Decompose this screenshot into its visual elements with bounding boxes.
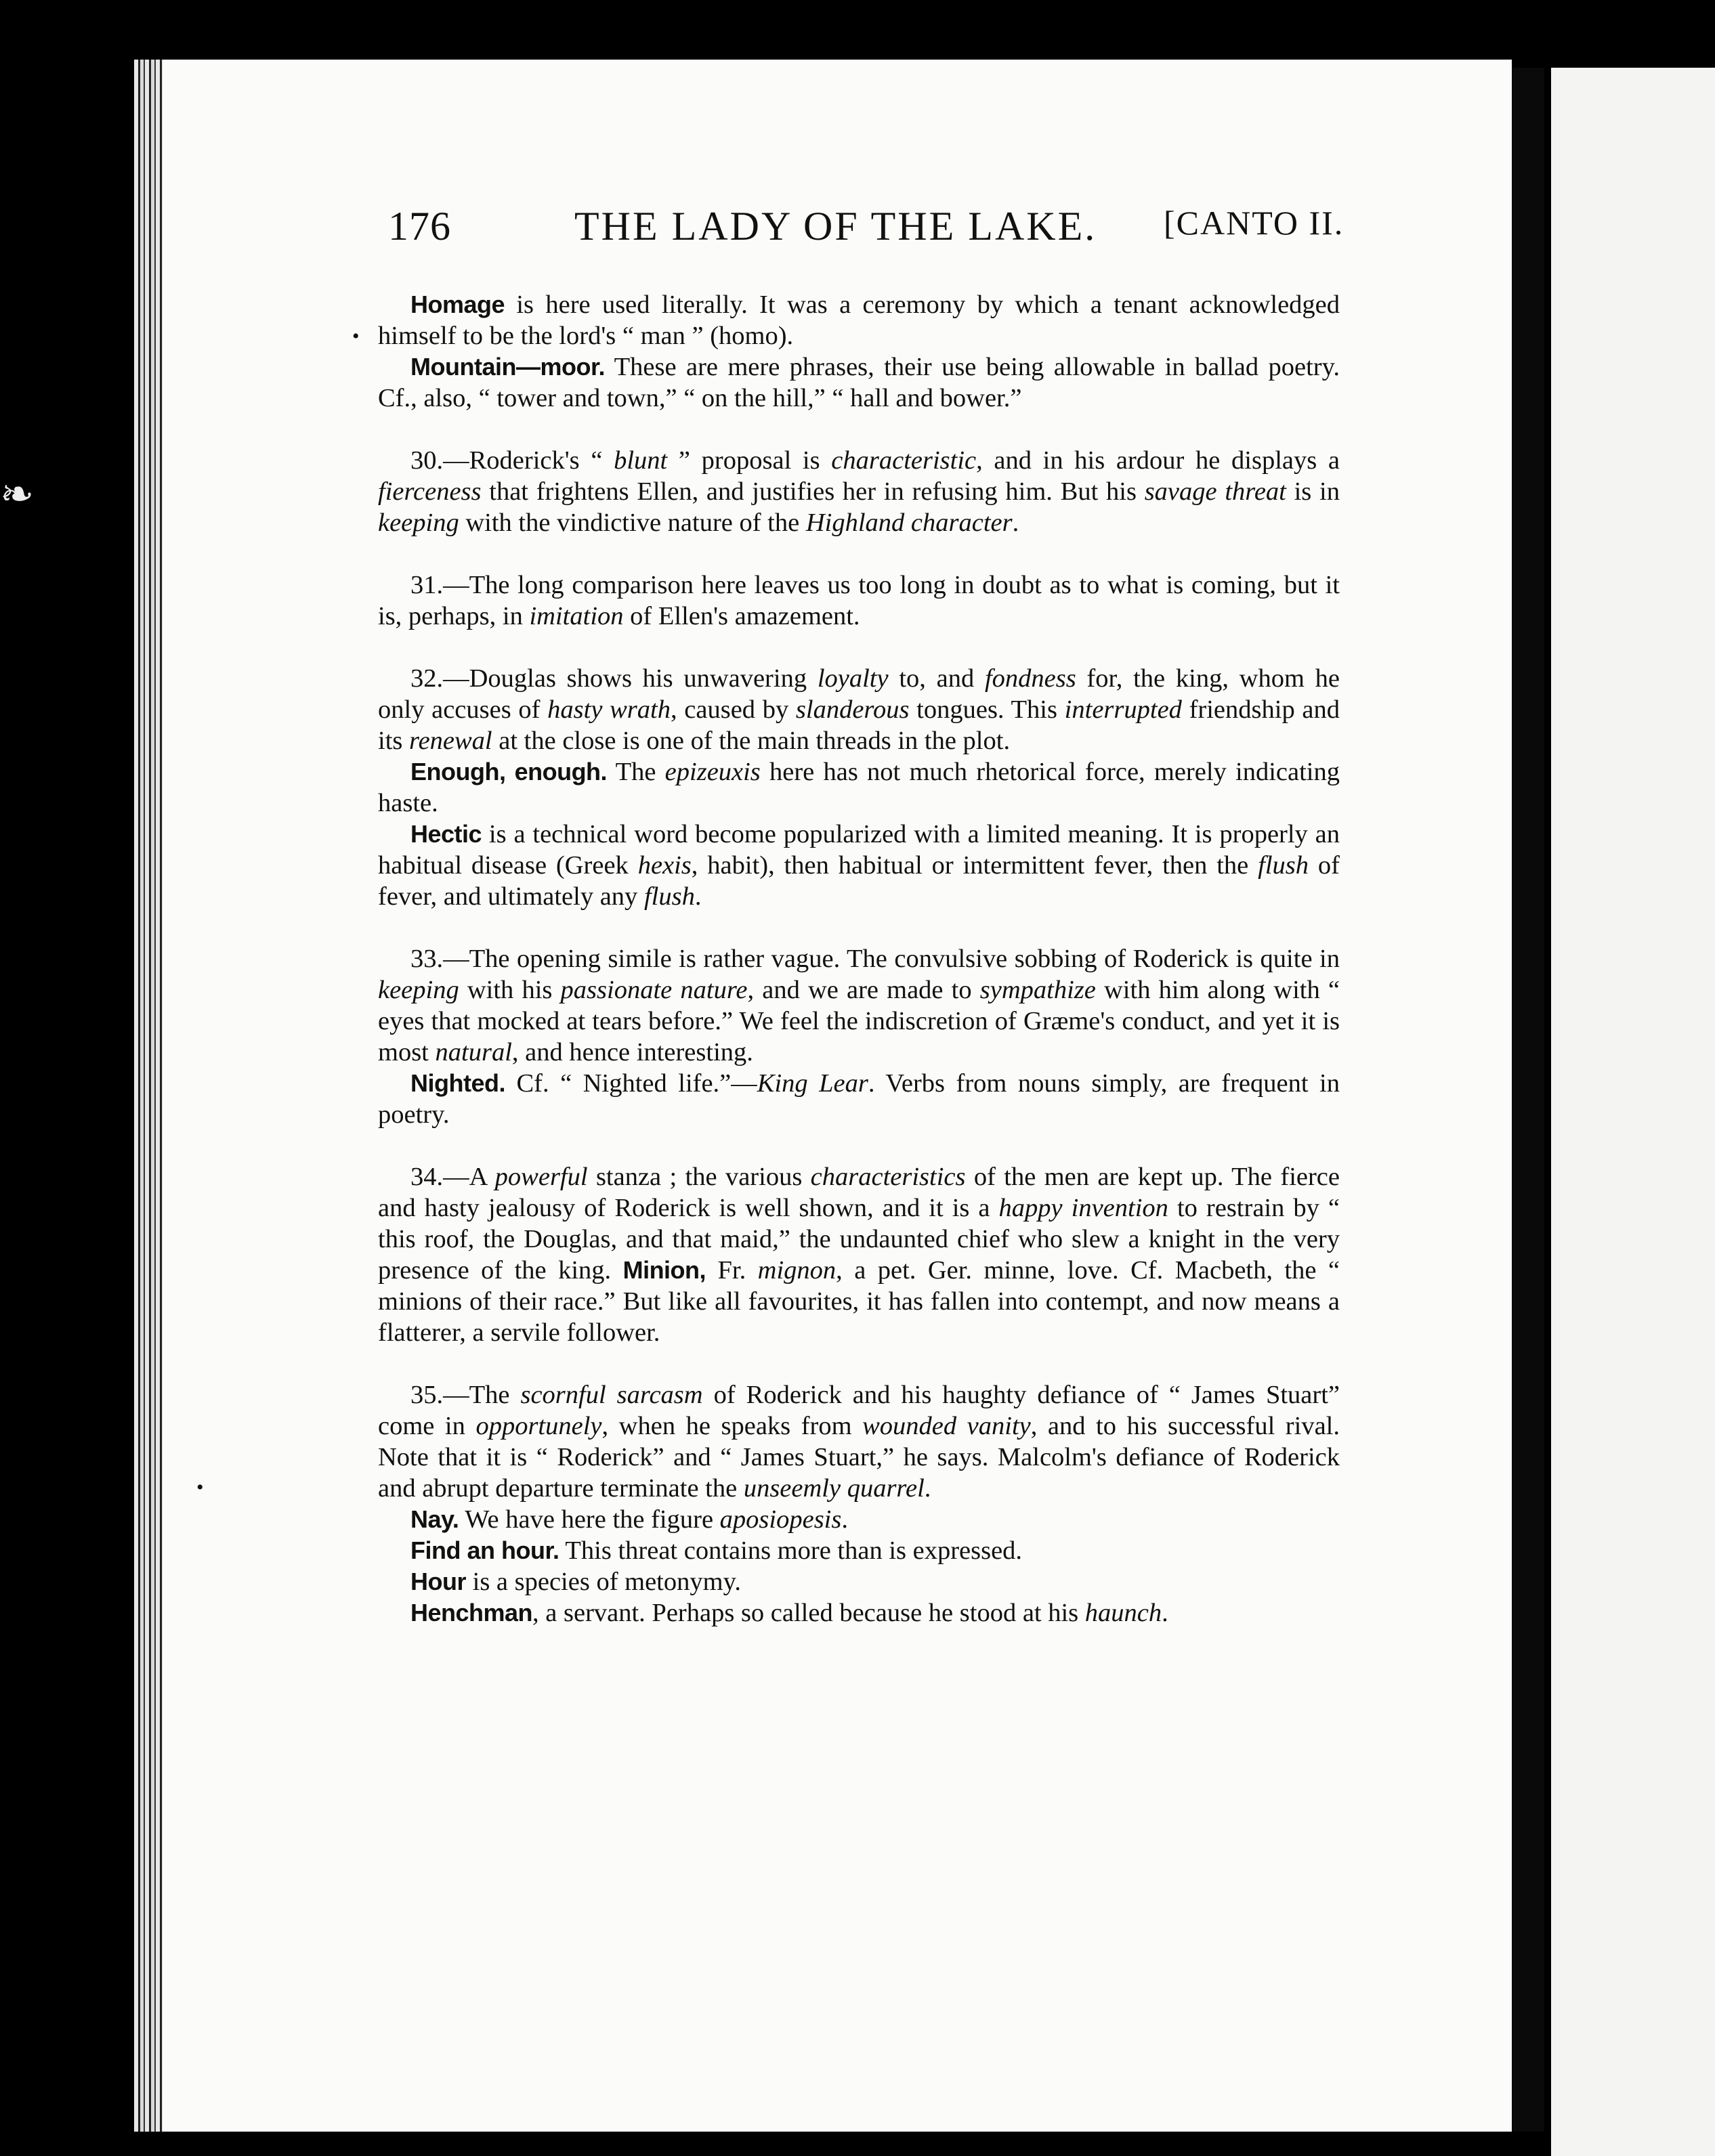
text-run: ” proposal is bbox=[667, 446, 832, 475]
page-gutter bbox=[1512, 68, 1544, 2132]
margin-bullet-mark: • bbox=[352, 325, 360, 347]
text-run: is in bbox=[1286, 477, 1340, 506]
text-run: 34.—A bbox=[410, 1163, 495, 1191]
text-run: with his bbox=[459, 976, 561, 1004]
book-spine bbox=[134, 60, 163, 2132]
text-run: stanza ; the various bbox=[587, 1163, 811, 1191]
text-run: of the men are kept up. The fierce and hasty jealousy of Roderick is well shown, and it is a bbox=[378, 1163, 1340, 1222]
italic-text: loyalty bbox=[817, 664, 889, 693]
italic-text: keeping bbox=[378, 509, 459, 537]
text-run: , a servant. Perhaps so called because he stood at his bbox=[532, 1599, 1085, 1627]
text-run: 30.—Roderick's “ bbox=[410, 446, 614, 475]
note-homage bbox=[378, 289, 1340, 351]
note-term: Find an hour. bbox=[410, 1536, 559, 1564]
italic-text: fierceness bbox=[378, 477, 482, 506]
note-term: Nay. bbox=[410, 1505, 459, 1533]
italic-text: unseemly quarrel bbox=[743, 1474, 925, 1503]
text-run: is here used literally. It was a ceremony by which a tenant acknowledged himself to be the lord's “ man ” (homo). bbox=[378, 290, 1340, 350]
italic-text: aposiopesis bbox=[719, 1505, 842, 1534]
note-stanza-35 bbox=[378, 1379, 1340, 1504]
italic-text: flush bbox=[643, 882, 695, 911]
text-run: 35.—The bbox=[410, 1381, 521, 1409]
italic-text: haunch bbox=[1084, 1599, 1162, 1627]
text-run: 31.—The long comparison here leaves us too long in doubt as to what is coming, but it is, perhaps, in bbox=[378, 571, 1340, 630]
text-run: . Verbs from nouns simply, are frequent in poetry. bbox=[378, 1069, 1340, 1129]
italic-text: epizeuxis bbox=[664, 758, 761, 786]
italic-text: natural bbox=[435, 1038, 512, 1066]
italic-text: powerful bbox=[494, 1163, 588, 1191]
text-run: Cf. “ Nighted life.”— bbox=[505, 1069, 757, 1098]
note-stanza-32 bbox=[378, 663, 1340, 756]
text-run: with him along with “ eyes that mocked at tears before.” We feel the indiscretion of Græme's conduct, and yet it is most bbox=[378, 976, 1340, 1066]
italic-text: mignon bbox=[757, 1256, 837, 1285]
italic-text: King Lear bbox=[757, 1069, 868, 1098]
italic-text: fondness bbox=[984, 664, 1076, 693]
italic-text: passionate nature bbox=[560, 976, 748, 1004]
note-hectic bbox=[378, 819, 1340, 912]
note-term: Hour bbox=[410, 1568, 466, 1595]
italic-text: characteristic bbox=[831, 446, 977, 475]
text-run: that frightens Ellen, and justifies her in refusing him. But his bbox=[481, 477, 1145, 506]
page-number: 176 bbox=[388, 204, 451, 249]
text-run: of fever, and ultimately any bbox=[378, 851, 1340, 911]
note-term: Hectic bbox=[410, 820, 482, 848]
text-run: , habit), then habitual or intermittent fever, then the bbox=[691, 851, 1258, 880]
italic-text: imitation bbox=[529, 602, 624, 630]
italic-text: wounded vanity bbox=[862, 1412, 1031, 1440]
italic-text: flush bbox=[1258, 851, 1309, 880]
note-nighted bbox=[378, 1068, 1340, 1130]
text-run: for, the king, whom he only accuses of bbox=[378, 664, 1340, 724]
text-run: is a species of metonymy. bbox=[466, 1568, 741, 1596]
note-henchman bbox=[378, 1597, 1340, 1629]
running-header bbox=[388, 203, 1350, 264]
note-term: Minion, bbox=[622, 1256, 706, 1284]
text-run: , a pet. Ger. minne, love. Cf. Macbeth, the “ minions of their race.” But like all favourites, it has fallen into contempt, and now means a flatterer, a servile follower. bbox=[378, 1256, 1340, 1347]
text-run: , and hence interesting. bbox=[511, 1038, 753, 1066]
text-run: . bbox=[841, 1505, 848, 1534]
italic-text: hasty wrath bbox=[547, 695, 671, 724]
note-nay bbox=[378, 1504, 1340, 1535]
text-run: . bbox=[924, 1474, 931, 1503]
italic-text: renewal bbox=[409, 727, 492, 755]
italic-text: keeping bbox=[378, 976, 459, 1004]
italic-text: savage threat bbox=[1144, 477, 1286, 506]
note-term: Homage bbox=[410, 290, 505, 318]
note-stanza-31 bbox=[378, 569, 1340, 632]
text-run: at the close is one of the main threads in the plot. bbox=[492, 727, 1011, 755]
italic-text: happy invention bbox=[998, 1194, 1168, 1222]
note-stanza-30 bbox=[378, 445, 1340, 538]
italic-text: scornful sarcasm bbox=[520, 1381, 703, 1409]
text-run: This threat contains more than is expressed. bbox=[559, 1536, 1023, 1565]
text-run: . bbox=[1012, 509, 1019, 537]
text-run: , caused by bbox=[670, 695, 796, 724]
text-run: These are mere phrases, their use being allowable in ballad poetry. Cf., also, “ tower and town,” “ on the hill,” “ hall and bower.” bbox=[378, 353, 1340, 412]
note-term: Henchman bbox=[410, 1599, 533, 1626]
text-run: . bbox=[694, 882, 702, 911]
text-run: to restrain by “ this roof, the Douglas, and that maid,” the undaunted chief who slew a knight in the very presence of the king. bbox=[378, 1194, 1340, 1285]
note-enough-enough bbox=[378, 756, 1340, 819]
italic-text: interrupted bbox=[1064, 695, 1182, 724]
text-run: of Roderick and his haughty defiance of “ James Stuart” come in bbox=[378, 1381, 1340, 1440]
text-run: , and we are made to bbox=[747, 976, 980, 1004]
text-run: , when he speaks from bbox=[601, 1412, 863, 1440]
note-stanza-33 bbox=[378, 943, 1340, 1068]
text-run: here has not much rhetorical force, merely indicating haste. bbox=[378, 758, 1340, 817]
notes-body bbox=[378, 289, 1340, 1629]
note-hour bbox=[378, 1566, 1340, 1597]
text-run: with the vindictive nature of the bbox=[459, 509, 806, 537]
facing-page-edge bbox=[1551, 68, 1715, 2156]
margin-dot-mark: • bbox=[196, 1476, 204, 1499]
note-stanza-34 bbox=[378, 1161, 1340, 1348]
text-run: Fr. bbox=[706, 1256, 758, 1285]
note-term: Enough, enough. bbox=[410, 758, 608, 785]
italic-text: blunt bbox=[614, 446, 668, 475]
text-run: The bbox=[607, 758, 665, 786]
text-run: 32.—Douglas shows his unwavering bbox=[410, 664, 818, 693]
note-term: Nighted. bbox=[410, 1069, 505, 1097]
text-run: 33.—The opening simile is rather vague. The convulsive sobbing of Roderick is quite in bbox=[410, 945, 1340, 973]
italic-text: opportunely bbox=[475, 1412, 602, 1440]
italic-text: characteristics bbox=[810, 1163, 966, 1191]
text-run: is a technical word become popularized with a limited meaning. It is properly an habitual disease (Greek bbox=[378, 820, 1340, 880]
canto-label: [CANTO II. bbox=[1164, 204, 1345, 242]
italic-text: slanderous bbox=[795, 695, 910, 724]
text-run: , and to his successful rival. Note that it is “ Roderick” and “ James Stuart,” he says. Malcolm's defiance of Roderick and abrupt departure terminate the bbox=[378, 1412, 1340, 1503]
running-title: THE LADY OF THE LAKE. bbox=[574, 204, 1097, 249]
text-run: to, and bbox=[888, 664, 985, 693]
italic-text: sympathize bbox=[979, 976, 1096, 1004]
text-run: , and in his ardour he displays a bbox=[976, 446, 1340, 475]
note-term: Mountain—moor. bbox=[410, 353, 605, 381]
text-run: tongues. This bbox=[909, 695, 1065, 724]
italic-text: Highland character bbox=[805, 509, 1013, 537]
text-run: We have here the figure bbox=[459, 1505, 720, 1534]
page-edge-mark: ❧ bbox=[0, 472, 35, 517]
note-find-an-hour bbox=[378, 1535, 1340, 1566]
text-run: . bbox=[1162, 1599, 1168, 1627]
italic-text: hexis bbox=[637, 851, 692, 880]
text-run: friendship and its bbox=[378, 695, 1340, 755]
note-mountain-moor bbox=[378, 351, 1340, 414]
text-run: of Ellen's amazement. bbox=[623, 602, 860, 630]
